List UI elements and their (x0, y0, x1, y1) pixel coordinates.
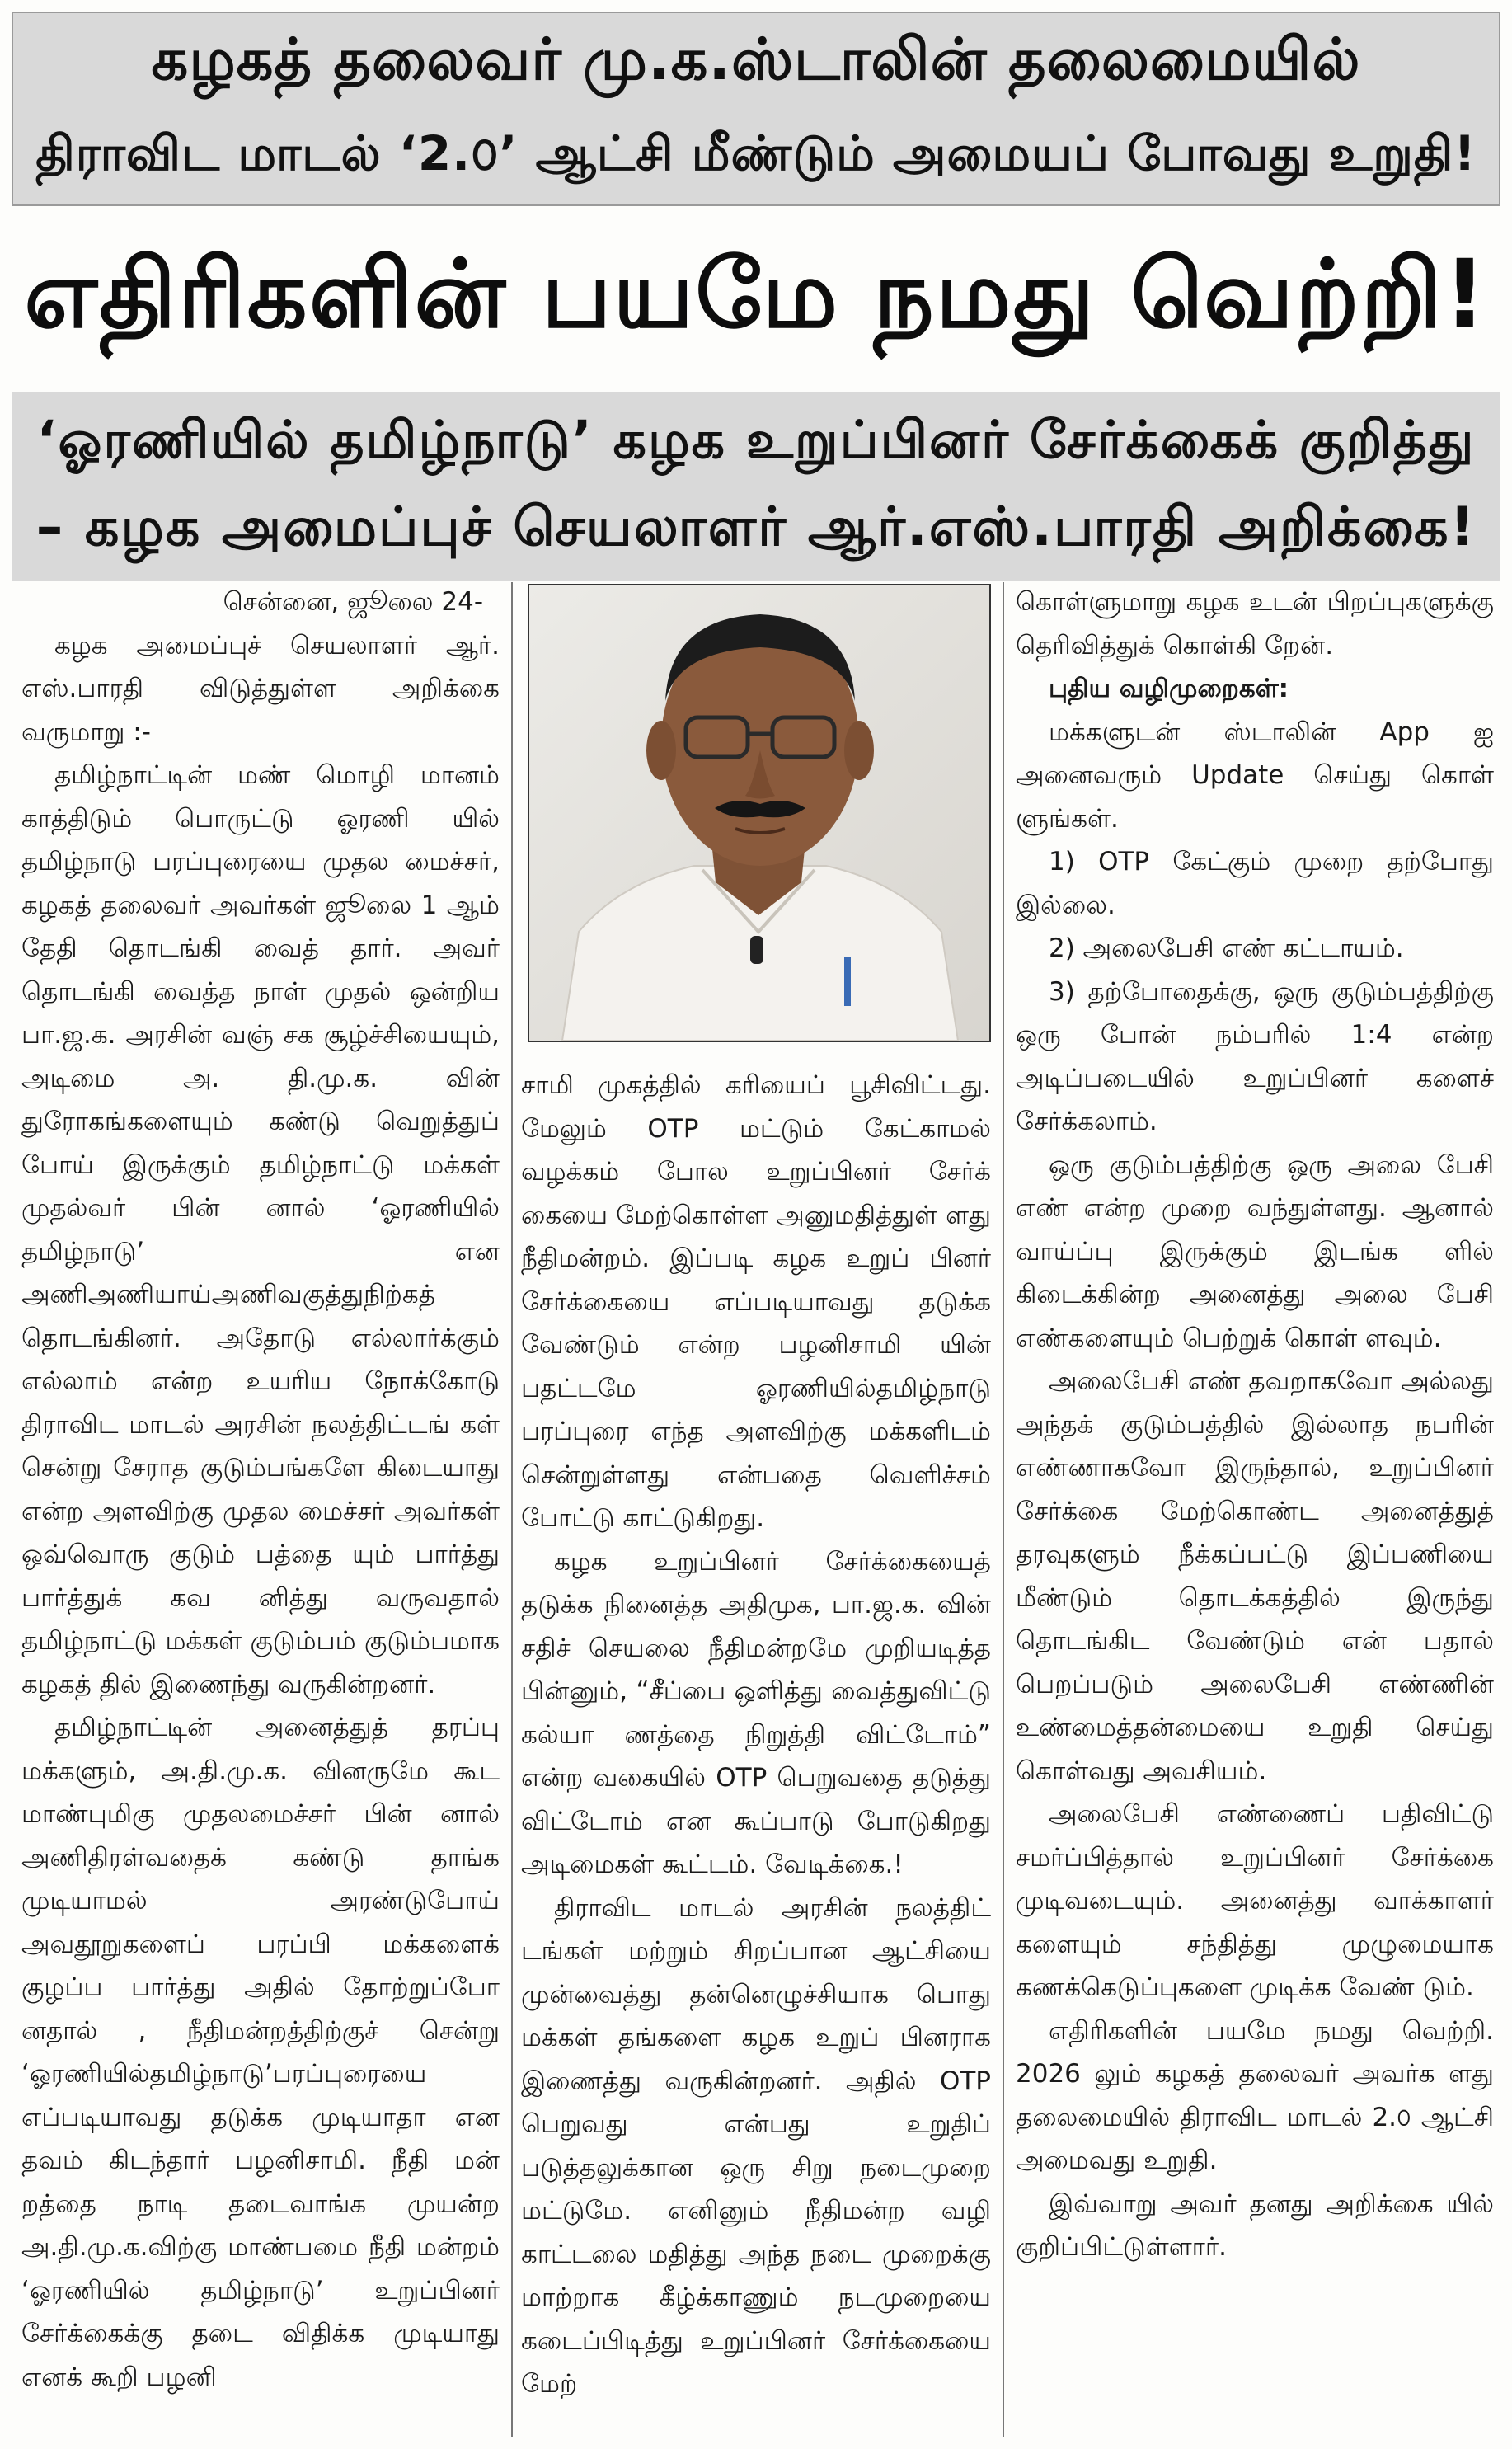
article-column-2 (521, 1064, 991, 2406)
article-column-3 (1016, 581, 1494, 2269)
paragraph: கொள்ளுமாறு கழக உடன் பிறப்புகளுக்கு தெரிவித்துக் கொள்கி றேன். (1016, 587, 1494, 660)
paragraph: சாமி முகத்தில் கரியைப் பூசிவிட்டது. மேலும் OTP மட்டும் கேட்காமல் வழக்கம் போல உறுப்பினர் சேர்க் கையை மேற்கொள்ள அனுமதித்துள் ளது நீதிமன்றம். இப்படி கழக உறுப் பினர் சேர்க்கையை எப்படியாவது தடுக்க வேண்டும் என்ற பழனிசாமி யின் பதட்டமே ஓரணியில்தமிழ்நாடு பரப்புரை எந்த அளவிற்கு மக்களிடம் சென்றுள்ளது என்பதை வெளிச்சம் போட்டு காட்டுகிறது. (521, 1070, 991, 1533)
main-headline: எதிரிகளின் பயமே நமது வெற்றி! (24, 239, 1488, 349)
list-item: 1) OTP கேட்கும் முறை தற்போது இல்லை. (1016, 847, 1494, 920)
column-divider-left (511, 582, 513, 2437)
portrait-image (529, 585, 989, 1041)
paragraph: மக்களுடன் ஸ்டாலின் App ஐ அனைவரும் Update செய்து கொள் ளுங்கள். (1016, 717, 1494, 834)
paragraph: அலைபேசி எண்ணைப் பதிவிட்டு சமர்ப்பித்தால் உறுப்பினர் சேர்க்கை முடிவடையும். அனைத்து வாக்காளர் களையும் சந்தித்து முழுமையாக கணக்கெடுப்புகளை முடிக்க வேண் டும். (1016, 1799, 1494, 2002)
paragraph: எதிரிகளின் பயமே நமது வெற்றி. 2026 லும் கழகத் தலைவர் அவர்க ளது தலைமையில் திராவிட மாடல் 2.௦ ஆட்சி அமைவது உறுதி. (1016, 2015, 1494, 2175)
paragraph: இவ்வாறு அவர் தனது அறிக்கை யில் குறிப்பிட்டுள்ளார். (1016, 2188, 1494, 2262)
paragraph: திராவிட மாடல் அரசின் நலத்திட் டங்கள் மற்றும் சிறப்பான ஆட்சியை முன்வைத்து தன்னெழுச்சியாக பொது மக்கள் தங்களை கழக உறுப் பினராக இணைத்து வருகின்றனர். அதில் OTP பெறுவது என்பது உறுதிப் படுத்தலுக்கான ஒரு சிறு நடைமுறை மட்டுமே. எனினும் நீதிமன்ற வழி காட்டலை மதித்து அந்த நடை முறைக்கு மாற்றாக கீழ்க்காணும் நடமுறையை கடைப்பிடித்து உறுப்பினர் சேர்க்கையை மேற் (521, 1892, 991, 2399)
list-item: 2) அலைபேசி எண் கட்டாயம். (1049, 933, 1404, 963)
header-box (12, 12, 1500, 206)
subheadline-line-1: ‘ஓரணியில் தமிழ்நாடு’ கழக உறுப்பினர் சேர்க்கைக் குறித்து (36, 410, 1476, 470)
portrait-photo (528, 584, 991, 1042)
dateline: சென்னை, ஜூலை 24- (223, 587, 483, 617)
intro-paragraph: கழக அமைப்புச் செயலாளர் ஆர். எஸ்.பாரதி விடுத்துள்ள அறிக்கை வருமாறு :- (21, 630, 500, 747)
section-subheading: புதிய வழிமுறைகள்: (1049, 674, 1289, 703)
column-divider-right (1003, 582, 1004, 2437)
header-line-1: கழகத் தலைவர் மு.க.ஸ்டாலின் தலைமையில் (151, 26, 1361, 93)
list-item: 3) தற்போதைக்கு, ஒரு குடும்பத்திற்கு ஒரு போன் நம்பரில் 1:4 என்ற அடிப்படையில் உறுப்பினர் களைச் சேர்க்கலாம். (1016, 976, 1494, 1136)
paragraph: தமிழ்நாட்டின் அனைத்துத் தரப்பு மக்களும், அ.தி.மு.க. வினருமே கூட மாண்புமிகு முதலமைச்சர் பின் னால் அணிதிரள்வதைக் கண்டு தாங்க முடியாமல் அரண்டுபோய் அவதூறுகளைப் பரப்பி மக்களைக் குழப்ப பார்த்து அதில் தோற்றுப்போ னதால் , நீதிமன்றத்திற்குச் சென்று ‘ஓரணியில்தமிழ்நாடு’பரப்புரையை எப்படியாவது தடுக்க முடியாதா என தவம் கிடந்தார் பழனிசாமி. நீதி மன் றத்தை நாடி தடைவாங்க முயன்ற அ.தி.மு.க.விற்கு மாண்பமை நீதி மன்றம் ‘ஓரணியில் தமிழ்நாடு’ உறுப்பினர் சேர்க்கைக்கு தடை விதிக்க முடியாது எனக் கூறி பழனி (21, 1713, 500, 2392)
paragraph: தமிழ்நாட்டின் மண் மொழி மானம் காத்திடும் பொருட்டு ஓரணி யில் தமிழ்நாடு பரப்புரையை முதல மைச்சர், கழகத் தலைவர் அவர்கள் ஜூலை 1 ஆம் தேதி தொடங்கி வைத் தார். அவர் தொடங்கி வைத்த நாள் முதல் ஒன்றிய பா.ஜ.க. அரசின் வஞ் சக சூழ்ச்சியையும், அடிமை அ. தி.மு.க. வின் துரோகங்களையும் கண்டு வெறுத்துப் போய் இருக்கும் தமிழ்நாட்டு மக்கள் முதல்வர் பின் னால் ‘ஓரணியில் தமிழ்நாடு’ என அணிஅணியாய்அணிவகுத்துநிற்கத் தொடங்கினர். அதோடு எல்லார்க்கும் எல்லாம் என்ற உயரிய நோக்கோடு திராவிட மாடல் அரசின் நலத்திட்டங் கள் சென்று சேராத குடும்பங்களே கிடையாது என்ற அளவிற்கு முதல மைச்சர் அவர்கள் ஒவ்வொரு குடும் பத்தை யும் பார்த்து பார்த்துக் கவ னித்து வருவதால் தமிழ்நாட்டு மக்கள் குடும்பம் குடும்பமாக கழகத் தில் இணைந்து வருகின்றனர். (21, 760, 500, 1699)
subheadline-box (12, 392, 1500, 581)
paragraph: அலைபேசி எண் தவறாகவோ அல்லது அந்தக் குடும்பத்தில் இல்லாத நபரின் எண்ணாகவோ இருந்தால், உறுப்பினர் சேர்க்கை மேற்கொண்ட அனைத்துத் தரவுகளும் நீக்கப்பட்டு இப்பணியை மீண்டும் தொடக்கத்தில் இருந்து தொடங்கிட வேண்டும் என் பதால் பெறப்படும் அலைபேசி எண்ணின் உண்மைத்தன்மையை உறுதி செய்து கொள்வது அவசியம். (1016, 1366, 1494, 1786)
subheadline-line-2: – கழக அமைப்புச் செயலாளர் ஆர்.எஸ்.பாரதி அறிக்கை! (35, 496, 1477, 558)
paragraph: ஒரு குடும்பத்திற்கு ஒரு அலை பேசி எண் என்ற முறை வந்துள்ளது. ஆனால் வாய்ப்பு இருக்கும் இடங்க ளில் கிடைக்கின்ற அனைத்து அலை பேசி எண்களையும் பெற்றுக் கொள் ளவும். (1016, 1149, 1494, 1353)
article-column-1 (21, 581, 500, 2399)
header-line-2: திராவிட மாடல் ‘2.௦’ ஆட்சி மீண்டும் அமையப் போவது உறுதி! (35, 125, 1477, 181)
paragraph: கழக உறுப்பினர் சேர்க்கையைத் தடுக்க நினைத்த அதிமுக, பா.ஜ.க. வின் சதிச் செயலை நீதிமன்றமே முறியடித்த பின்னும், “சீப்பை ஒளித்து வைத்துவிட்டு கல்யா ணத்தை நிறுத்தி விட்டோம்” என்ற வகையில் OTP பெறுவதை தடுத்து விட்டோம் என கூப்பாடு போடுகிறது அடிமைகள் கூட்டம். வேடிக்கை.! (521, 1546, 991, 1879)
